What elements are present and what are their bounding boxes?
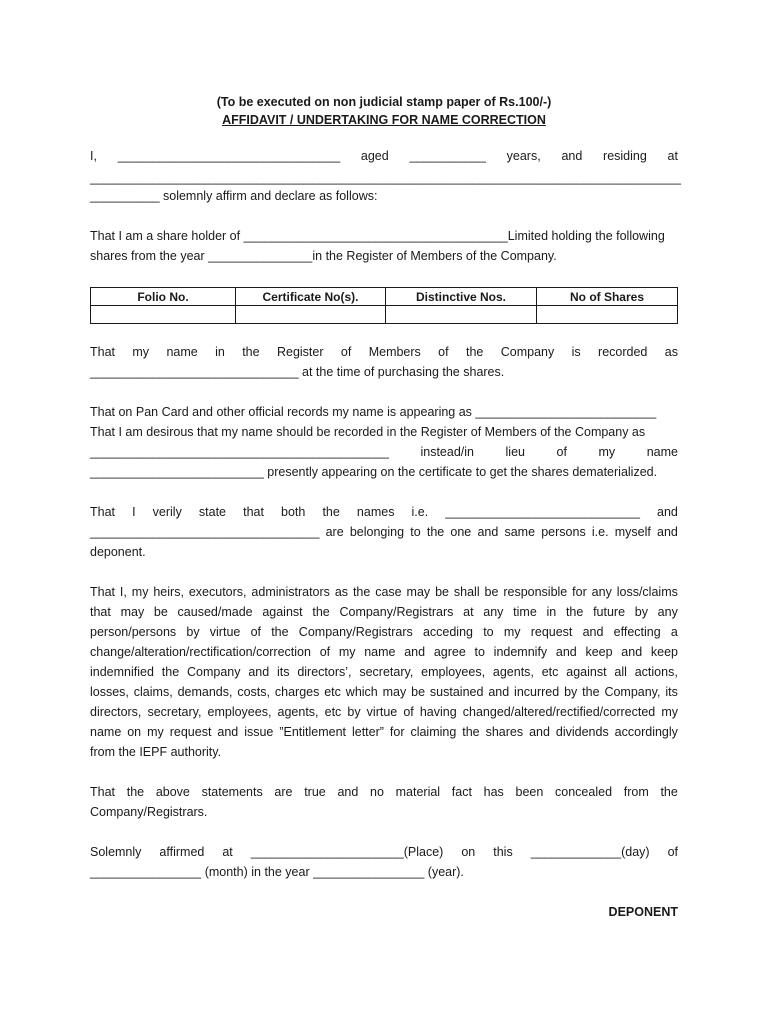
word: all — [614, 665, 627, 679]
pan-line-1: That on Pan Card and other official records my name is appearing as __________________________ — [90, 405, 657, 419]
folio-no-header: Folio No. — [91, 288, 236, 306]
word: belonging — [349, 525, 405, 539]
word: and — [657, 505, 678, 519]
word: ”Entitlement — [279, 725, 347, 739]
word: claiming — [410, 725, 457, 739]
word: of — [403, 705, 414, 719]
word: be — [435, 585, 449, 599]
word: I, — [90, 149, 97, 163]
folio-no-cell — [91, 306, 236, 324]
word: virtue — [209, 625, 241, 639]
word: and — [217, 725, 239, 739]
word: _________________________________ — [90, 525, 320, 539]
word: in — [215, 345, 225, 359]
intro-line-2: _____________________________________________________________________________________ — [90, 171, 681, 185]
names-line-3: deponent. — [90, 545, 146, 559]
word: of — [438, 345, 449, 359]
word: for — [389, 725, 405, 739]
word: That — [90, 505, 116, 519]
word: agree — [433, 645, 466, 659]
word: recorded — [598, 345, 648, 359]
word: actions, — [634, 665, 678, 679]
word: at — [222, 845, 233, 859]
word: that — [243, 505, 264, 519]
word: and — [555, 645, 577, 659]
word: etc — [541, 665, 559, 679]
word: any — [657, 605, 678, 619]
word: at — [667, 149, 678, 163]
word: administrators — [251, 585, 330, 599]
word: and — [337, 785, 359, 799]
no-of-shares-cell — [537, 306, 678, 324]
indemnity-line-9: from the IEPF authority. — [90, 745, 222, 759]
word: may — [120, 605, 145, 619]
word: for — [572, 585, 587, 599]
word: concealed — [555, 785, 613, 799]
word: the — [322, 505, 340, 519]
word: change/alteration/rectification/correction — [90, 645, 311, 659]
word: the — [582, 685, 600, 699]
deponent-signature-label: DEPONENT — [608, 905, 678, 919]
word: Company — [500, 345, 555, 359]
word: That — [90, 345, 116, 359]
word: name — [364, 645, 396, 659]
word: Company, — [604, 685, 661, 699]
word: are — [325, 525, 344, 539]
word: at — [463, 605, 474, 619]
word: in — [546, 605, 557, 619]
affirmed-line-2: ________________ (month) in the year ________________ (year). — [90, 865, 464, 879]
word: secretary, — [147, 705, 202, 719]
word: virtue — [366, 705, 398, 719]
word: may — [406, 585, 431, 599]
word: of — [667, 845, 678, 859]
word: the — [352, 585, 371, 599]
word: I, — [119, 585, 127, 599]
word: responsible — [503, 585, 568, 599]
word: caused/made — [177, 605, 253, 619]
word: verily — [152, 505, 182, 519]
word: ________________________________ — [117, 149, 341, 163]
word: effecting — [613, 625, 661, 639]
word: are — [274, 785, 293, 799]
word: name — [166, 345, 198, 359]
word: i.e. — [411, 505, 429, 519]
word: my — [338, 645, 356, 659]
word: directors, — [90, 705, 142, 719]
word: secretary, — [359, 665, 414, 679]
indemnity-line-1 — [90, 582, 678, 602]
word: to — [410, 525, 421, 539]
word: the — [462, 725, 480, 739]
word: be — [411, 685, 426, 699]
intro-line-1 — [90, 146, 678, 166]
word: my — [598, 445, 616, 459]
word: keep — [650, 645, 678, 659]
indemnity-line-8 — [90, 722, 678, 742]
word: persons — [541, 525, 586, 539]
word: one — [450, 525, 472, 539]
word: on — [127, 725, 142, 739]
indemnity-line-7 — [90, 702, 678, 722]
word: That — [90, 585, 116, 599]
word: of — [250, 625, 261, 639]
word: shall — [453, 585, 480, 599]
indemnity-line-2 — [90, 602, 678, 622]
indemnity-line-3 — [90, 622, 678, 642]
word: to — [483, 625, 494, 639]
word: and — [248, 665, 270, 679]
word: years, — [506, 149, 541, 163]
word: has — [483, 785, 504, 799]
word: etc — [324, 685, 341, 699]
word: losses, — [90, 685, 129, 699]
word: both — [281, 505, 306, 519]
word: indemnify — [493, 645, 548, 659]
word: the — [242, 345, 260, 359]
word: this — [493, 845, 513, 859]
shares-table-row — [91, 306, 678, 324]
word: Register — [276, 345, 324, 359]
word: its — [665, 685, 678, 699]
stamp-paper-note: (To be executed on non judicial stamp paper of Rs.100/-) — [216, 95, 552, 109]
recorded-line-2: ______________________________ at the time of purchasing the shares. — [90, 365, 505, 379]
word: i.e. — [591, 525, 609, 539]
word: demands, — [177, 685, 233, 699]
word: indemnified — [90, 665, 154, 679]
word: loss/claims — [616, 585, 678, 599]
certificate-nos-header: Certificate No(s). — [236, 288, 386, 306]
statements-line-1 — [90, 782, 678, 802]
word: may — [382, 685, 407, 699]
word: ____________________________ — [445, 505, 640, 519]
word: aged — [360, 149, 389, 163]
word: letter” — [351, 725, 384, 739]
word: my — [132, 345, 150, 359]
word: I — [132, 505, 136, 519]
pan-line-3 — [90, 442, 678, 462]
word: acceding — [422, 625, 473, 639]
word: to — [474, 645, 485, 659]
word: as — [664, 345, 678, 359]
shares-table — [90, 287, 678, 324]
names-line-1 — [90, 502, 678, 522]
word: lieu — [505, 445, 525, 459]
word: affirmed — [159, 845, 205, 859]
distinctive-nos-header: Distinctive Nos. — [386, 288, 537, 306]
shareholder-line-2: shares from the year _______________in the Register of Members of the Company. — [90, 249, 557, 263]
word: the — [126, 785, 145, 799]
word: the — [565, 605, 584, 619]
word: which — [345, 685, 378, 699]
word: agents, — [492, 665, 534, 679]
word: Solemnly — [90, 845, 142, 859]
affirmed-line-1 — [90, 842, 678, 862]
word: case — [375, 585, 402, 599]
word: dividends — [555, 725, 609, 739]
word: state — [198, 505, 227, 519]
word: that — [90, 605, 111, 619]
word: ______________________(Place) — [250, 845, 444, 859]
word: charges — [274, 685, 320, 699]
shareholder-line-1: That I am a share holder of ______________________________________Limited holding the following — [90, 229, 665, 243]
word: person/persons — [90, 625, 177, 639]
word: myself — [614, 525, 651, 539]
word: against — [262, 605, 303, 619]
word: material — [395, 785, 441, 799]
word: be — [153, 605, 168, 619]
certificate-nos-cell — [236, 306, 386, 324]
word: by — [186, 625, 200, 639]
word: name — [90, 725, 122, 739]
no-of-shares-header: No of Shares — [537, 288, 678, 306]
word: employees, — [207, 705, 272, 719]
word: employees, — [421, 665, 486, 679]
word: name — [646, 445, 678, 459]
word: request — [169, 725, 212, 739]
word: from — [623, 785, 649, 799]
word: is — [571, 345, 581, 359]
word: etc — [324, 705, 342, 719]
word: the — [465, 345, 484, 359]
indemnity-line-5 — [90, 662, 678, 682]
word: the — [660, 785, 678, 799]
word: sustained — [429, 685, 484, 699]
word: Company/Registrars — [298, 625, 413, 639]
word: names — [356, 505, 395, 519]
word: and — [621, 645, 643, 659]
word: a — [670, 625, 678, 639]
pan-line-2: That I am desirous that my name should be recorded in the Register of Members of the Company as — [90, 425, 646, 439]
word: the — [271, 625, 289, 639]
word: heirs, — [153, 585, 184, 599]
word: and — [488, 685, 510, 699]
names-line-2 — [90, 522, 678, 542]
word: true — [304, 785, 326, 799]
word: its — [277, 665, 290, 679]
word: same — [504, 525, 536, 539]
word: changed/altered/rectified/corrected — [462, 705, 656, 719]
word: ___________________________________________ — [90, 445, 389, 459]
word: accordingly — [614, 725, 678, 739]
word: of — [319, 645, 331, 659]
word: costs, — [237, 685, 270, 699]
statements-line-2: Company/Registrars. — [90, 805, 208, 819]
word: directors’, — [297, 665, 352, 679]
word: incurred — [514, 685, 560, 699]
word: and — [657, 525, 678, 539]
intro-line-3: __________ solemnly affirm and declare as follows: — [90, 189, 378, 203]
word: fact — [451, 785, 472, 799]
word: on — [461, 845, 476, 859]
word: residing — [603, 149, 647, 163]
word: That — [90, 785, 116, 799]
word: instead/in — [420, 445, 474, 459]
word: the — [312, 605, 330, 619]
word: shares — [485, 725, 524, 739]
word: future — [593, 605, 626, 619]
pan-line-4: _________________________ presently appearing on the certificate to get the shares dematerialized. — [90, 465, 658, 479]
word: issue — [244, 725, 274, 739]
word: the — [161, 665, 180, 679]
word: ___________ — [409, 149, 486, 163]
word: no — [370, 785, 384, 799]
word: agents, — [277, 705, 319, 719]
indemnity-line-6 — [90, 682, 678, 702]
word: been — [515, 785, 544, 799]
word: my — [503, 625, 521, 639]
word: _____________(day) — [530, 845, 650, 859]
word: any — [591, 585, 612, 599]
word: time — [513, 605, 537, 619]
word: of — [340, 345, 352, 359]
word: Company — [186, 665, 241, 679]
word: and — [477, 525, 499, 539]
word: by — [634, 605, 648, 619]
word: and — [404, 645, 426, 659]
word: against — [566, 665, 607, 679]
word: be — [484, 585, 499, 599]
word: any — [483, 605, 504, 619]
word: executors, — [188, 585, 247, 599]
word: my — [661, 705, 678, 719]
word: my — [147, 725, 164, 739]
distinctive-nos-cell — [386, 306, 537, 324]
word: by — [347, 705, 361, 719]
word: Company/Registrars — [339, 605, 454, 619]
word: above — [155, 785, 190, 799]
word: and — [561, 149, 583, 163]
word: of — [556, 445, 567, 459]
word: as — [334, 585, 349, 599]
word: by — [564, 685, 578, 699]
word: Members — [368, 345, 421, 359]
word: having — [419, 705, 457, 719]
word: my — [131, 585, 149, 599]
word: keep — [585, 645, 613, 659]
recorded-line-1 — [90, 342, 678, 362]
word: and — [582, 625, 604, 639]
word: claims, — [133, 685, 173, 699]
word: the — [426, 525, 445, 539]
word: request — [530, 625, 573, 639]
document-title: AFFIDAVIT / UNDERTAKING FOR NAME CORRECTION — [222, 113, 546, 127]
indemnity-line-4 — [90, 642, 678, 662]
word: and — [529, 725, 550, 739]
word: statements — [201, 785, 263, 799]
shares-table-header-row — [91, 288, 678, 306]
